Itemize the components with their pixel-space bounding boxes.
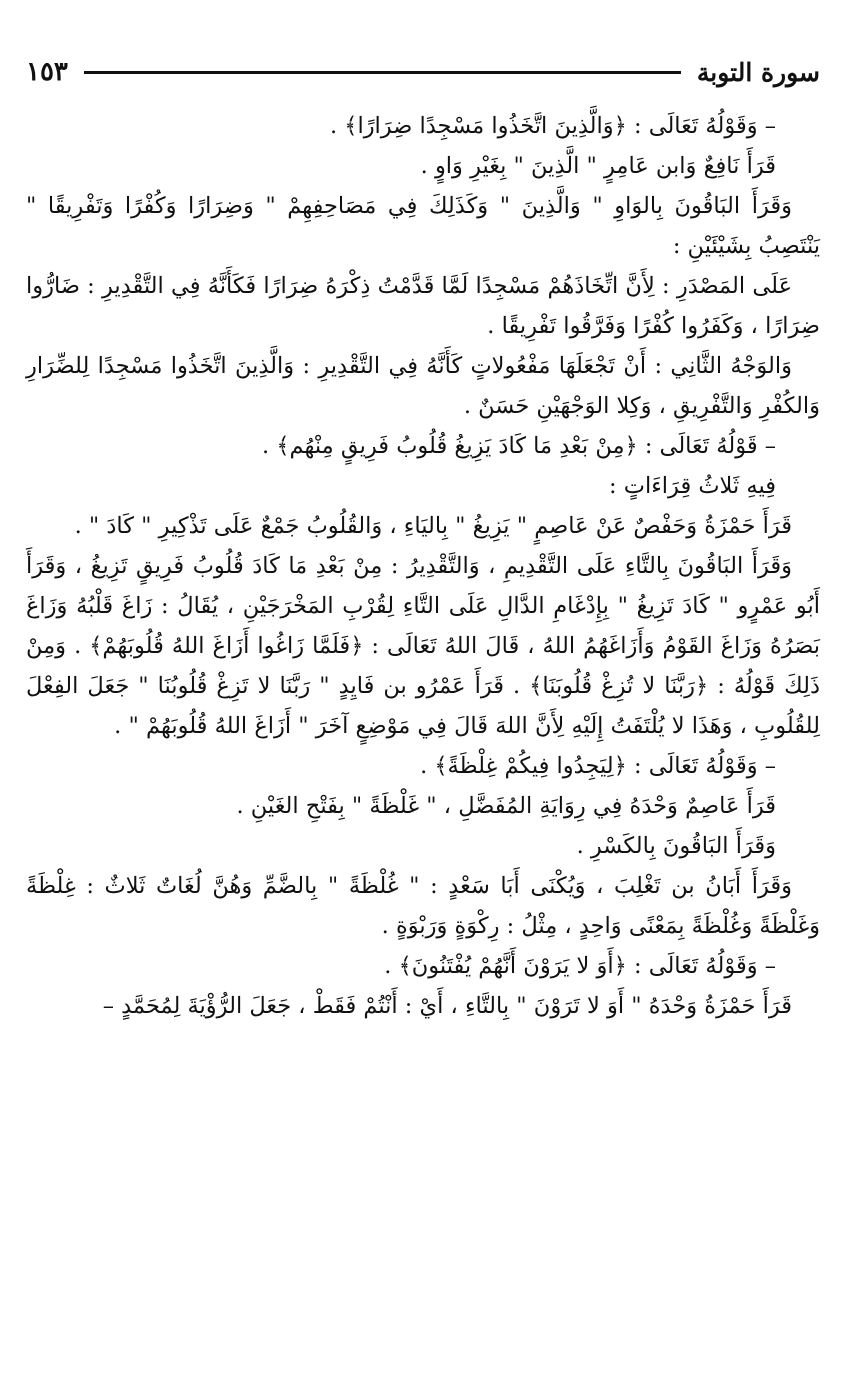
paragraph: وَقَرَأَ البَاقُونَ بِالتَّاءِ عَلَى التَّقْدِيمِ ، وَالتَّقْدِيرُ : مِنْ بَعْدِ مَا كَادَ قُلُوبُ فَرِيقٍ تَزِيغُ ، وَقَرَأَ أَبُو عَمْرٍو " كَادَ تَزِيغُ " بِإِدْغَامِ الدَّالِ عَلَى التَّاءِ لِقُرْبِ المَخْرَجَيْنِ ، يُقَالُ : زَاغَ قَلْبُهُ وَزَاغَ بَصَرُهُ وَزَاغَ القَوْمُ وَأَزَاغَهُمُ اللهُ ، قَالَ اللهُ تَعَالَى : ﴿فَلَمَّا زَاغُوا أَزَاغَ اللهُ قُلُوبَهُمْ﴾ . وَمِنْ ذَلِكَ قَوْلُهُ : ﴿رَبَّنَا لا تُزِغْ قُلُوبَنَا﴾ . قَرَأَ عَمْرُو بن فَايِدٍ " رَبَّنَا لا تَزِغْ قُلُوبُنَا " جَعَلَ الفِعْلَ لِلقُلُوبِ ، وَهَذَا لا يُلْتَفَتُ إِلَيْهِ لِأَنَّ اللهَ قَالَ فِي مَوْضِعٍ آخَرَ " أَزَاغَ اللهُ قُلُوبَهُمْ " . xyxy=(26,553,820,739)
paragraph: عَلَى المَصْدَرِ : لِأَنَّ اتِّخَاذَهُمْ مَسْجِدًا لَمَّا قَدَّمْتُ ذِكْرَهُ ضِرَارًا فَكَأَنَّهُ فِي التَّقْدِيرِ : ضَارُّوا ضِرَارًا ، وَكَفَرُوا كُفْرًا وَفَرَّقُوا تَفْرِيقًا . xyxy=(26,273,820,339)
page-number: ١٥٣ xyxy=(26,57,68,87)
paragraph: قَرَأَ حَمْزَةُ وَحْدَهُ " أَوَ لا تَرَوْنَ " بِالتَّاءِ ، أَيْ : أَنْتُمْ فَقَطْ ، جَعَلَ الرُّؤْيَةَ لِمُحَمَّدٍ – xyxy=(102,993,792,1019)
page-header xyxy=(26,52,820,92)
paragraph: قَرَأَ نَافِعٌ وَابن عَامِرٍ " الَّذِينَ " بِغَيْرِ وَاوٍ . xyxy=(420,153,776,179)
paragraph: قَرَأَ عَاصِمٌ وَحْدَهُ فِي رِوَايَةِ المُفَضَّلِ ، " غَلْظَةً " بِفَتْحِ الغَيْنِ . xyxy=(236,793,776,819)
paragraph-verse-intro: – وَقَوْلُهُ تَعَالَى : ﴿وَالَّذِينَ اتَّخَذُوا مَسْجِدًا ضِرَارًا﴾ . xyxy=(329,113,776,139)
paragraph: قَرَأَ حَمْزَةُ وَحَفْصٌ عَنْ عَاصِمٍ " يَزِيغُ " بِاليَاءِ ، وَالقُلُوبُ جَمْعٌ عَلَى تَذْكِيرِ " كَادَ " . xyxy=(74,513,792,539)
paragraph-verse-intro: – قَوْلُهُ تَعَالَى : ﴿مِنْ بَعْدِ مَا كَادَ يَزِيغُ قُلُوبُ فَرِيقٍ مِنْهُم﴾ . xyxy=(262,433,776,459)
paragraph: وَقَرَأَ البَاقُونَ بِالكَسْرِ . xyxy=(576,833,776,859)
paragraph-verse-intro: – وَقَوْلُهُ تَعَالَى : ﴿أَوَ لا يَرَوْنَ أَنَّهُمْ يُفْتَنُونَ﴾ . xyxy=(384,953,776,979)
paragraph-verse-intro: – وَقَوْلُهُ تَعَالَى : ﴿لِيَجِدُوا فِيكُمْ غِلْظَةً﴾ . xyxy=(420,753,776,779)
surah-title: سورة التوبة xyxy=(696,57,820,87)
page-body xyxy=(26,106,820,1026)
paragraph: فِيهِ ثَلاثُ قِرَاءَاتٍ : xyxy=(609,473,776,499)
header-rule xyxy=(84,71,681,74)
paragraph: وَقَرَأَ البَاقُونَ بِالوَاوِ " وَالَّذِينَ " وَكَذَلِكَ فِي مَصَاحِفِهِمْ " وَضِرَارًا وَكُفْرًا وَتَفْرِيقًا " يَنْتَصِبُ بِشَيْئَيْنِ : xyxy=(26,193,820,259)
paragraph: وَقَرَأَ أَبَانُ بن تَغْلِبَ ، وَيُكْنَى أَبَا سَعْدٍ : " غُلْظَةً " بِالضَّمِّ وَهُنَّ لُغَاتٌ ثَلاثٌ : غِلْظَةً وَغَلْظَةً وَغُلْظَةً بِمَعْنًى وَاحِدٍ ، مِثْلُ : رِكْوَةٍ وَرَبْوَةٍ . xyxy=(26,873,820,939)
paragraph: وَالوَجْهُ الثَّانِي : أَنْ تَجْعَلَهَا مَفْعُولاتٍ كَأَنَّهُ فِي التَّقْدِيرِ : وَالَّذِينَ اتَّخَذُوا مَسْجِدًا لِلضِّرَارِ وَالكُفْرِ وَالتَّفْرِيقِ ، وَكِلا الوَجْهَيْنِ حَسَنٌ . xyxy=(26,353,820,419)
